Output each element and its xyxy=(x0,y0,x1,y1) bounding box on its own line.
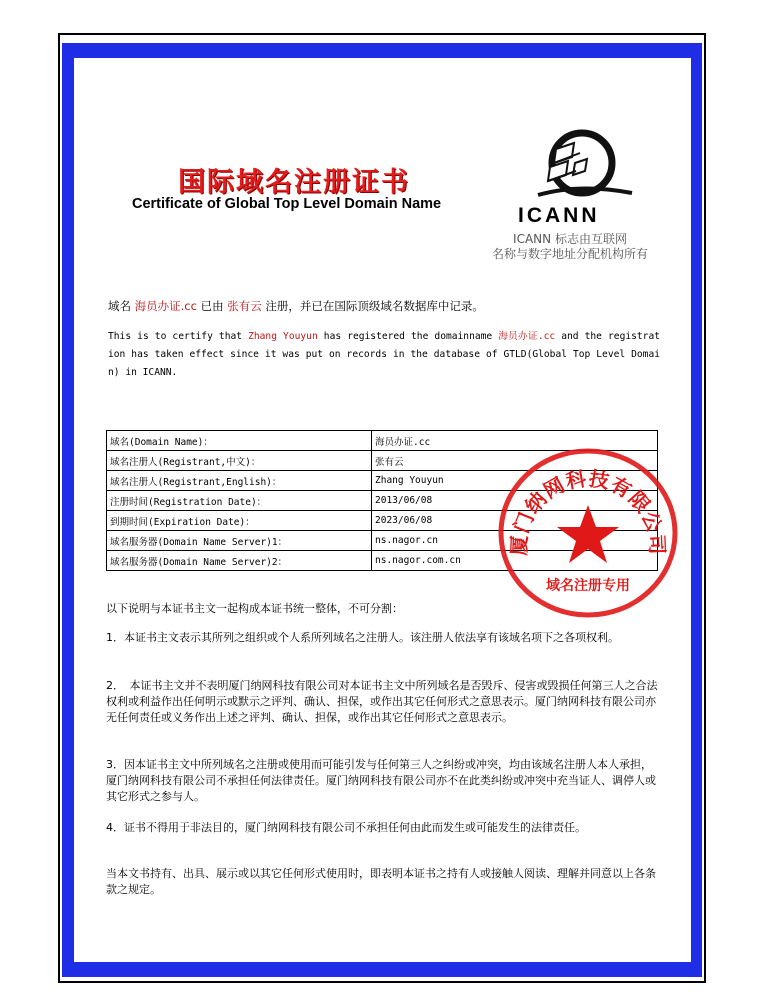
row-value: 2023/06/08 xyxy=(372,511,658,531)
terms-closing: 当本文书持有、出具、展示或以其它任何形式使用时，即表明本证书之持有人或接触人阅读、理解并同意以上各条款之规定。 xyxy=(106,867,656,896)
certify-statement-cn xyxy=(108,298,484,314)
seal-star-icon xyxy=(557,505,619,563)
icann-note-line1: ICANN 标志由互联网 xyxy=(513,232,627,246)
row-value: 2013/06/08 xyxy=(372,491,658,511)
row-value: Zhang Youyun xyxy=(372,471,658,491)
row-label: 注册时间(Registration Date)： xyxy=(107,491,372,511)
certificate-title-cn: 国际域名注册证书 xyxy=(178,167,410,198)
certify-en-suffix: and the registration has taken effect since it was put on records in the database of GTLD(Global Top Level Domain) in ICANN. xyxy=(108,331,661,378)
row-label: 域名注册人(Registrant,中文)： xyxy=(107,451,372,471)
row-label: 域名(Domain Name)： xyxy=(107,431,372,451)
certify-cn-suffix: 注册，并已在国际顶级域名数据库中记录。 xyxy=(261,299,484,313)
certify-cn-prefix: 域名 xyxy=(108,299,135,313)
terms-item-1: 1．本证书主文表示其所列之组织或个人系所列域名之注册人。该注册人依法享有该域名项下之各项权利。 xyxy=(106,631,619,644)
row-value: ns.nagor.com.cn xyxy=(372,551,658,571)
row-value: 张有云 xyxy=(372,451,658,471)
row-label: 到期时间(Expiration Date)： xyxy=(107,511,372,531)
icann-note-line2: 名称与数字地址分配机构所有 xyxy=(491,247,648,261)
icann-logo-note xyxy=(470,232,670,262)
certify-en-registrant: Zhang Youyun xyxy=(248,331,318,342)
terms-item-4: 4．证书不得用于非法目的，厦门纳网科技有限公司不承担任何由此而发生或可能发生的法律责任。 xyxy=(106,821,586,834)
seal-company-path: 厦门纳网科技有限公司 xyxy=(506,466,670,556)
terms-item-2: 2． 本证书主文并不表明厦门纳网科技有限公司对本证书主文中所列域名是否毁斥、侵害或毁损任何第三人之合法权利或利益作出任何明示或默示之评判、确认、担保，或作出其它任何形式之意思表示。厦门纳网科技有限公司亦无任何责任或义务作出上述之评判、确认、担保，或作出其它任何形式之意思表示。 xyxy=(106,679,658,724)
certify-cn-domain: 海员办证.cc xyxy=(134,299,197,313)
row-label: 域名服务器(Domain Name Server)2： xyxy=(107,551,372,571)
certify-cn-mid: 已由 xyxy=(196,299,228,313)
company-seal-stamp xyxy=(497,447,679,619)
certificate-title-en: Certificate of Global Top Level Domain Name xyxy=(132,196,442,212)
certify-cn-registrant: 张有云 xyxy=(227,299,262,313)
seal-purpose-text: 域名注册专用 xyxy=(546,578,630,594)
certify-en-prefix: This is to certify that xyxy=(108,331,249,342)
certify-en-domain: 海员办证.cc xyxy=(498,331,556,342)
row-label: 域名注册人(Registrant,English)： xyxy=(107,471,372,491)
row-label: 域名服务器(Domain Name Server)1： xyxy=(107,531,372,551)
terms-intro: 以下说明与本证书主文一起构成本证书统一整体，不可分割： xyxy=(106,602,403,615)
certify-en-mid: has registered the domainname xyxy=(317,331,499,342)
icann-logo-text: ICANN xyxy=(518,204,600,227)
terms-item-3: 3．因本证书主文中所列域名之注册或使用而可能引发与任何第三人之纠纷或冲突，均由该域名注册人本人承担，厦门纳网科技有限公司不承担任何法律责任。厦门纳网科技有限公司亦不在此类纠纷或冲突中充当证人、调停人或其它形式之参与人。 xyxy=(106,758,656,803)
row-value: ns.nagor.cn xyxy=(372,531,658,551)
row-value: 海员办证.cc xyxy=(372,431,658,451)
certify-statement-en xyxy=(108,328,660,382)
